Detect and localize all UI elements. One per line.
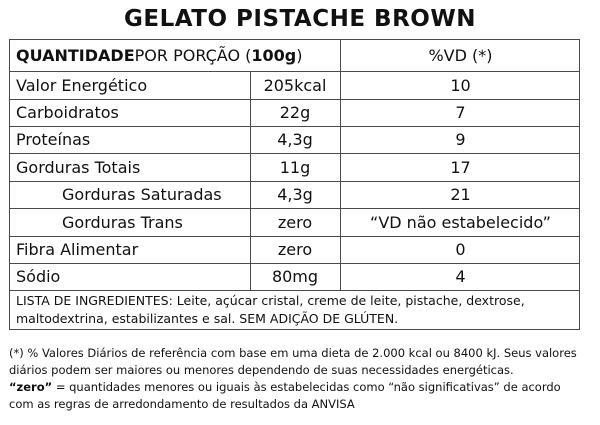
portion-size: 100g <box>251 46 297 65</box>
table-divider <box>10 126 579 127</box>
nutrient-vd: 7 <box>455 103 466 122</box>
table-row <box>10 208 579 236</box>
table-row <box>10 263 579 290</box>
nutrient-vd: 17 <box>450 157 471 177</box>
table-divider <box>10 263 579 264</box>
table-divider <box>10 99 579 100</box>
table-header-row <box>10 40 579 71</box>
nutrient-name: Valor Energético <box>16 75 148 95</box>
table-row <box>10 181 579 208</box>
vd-header: %VD (*) <box>428 46 493 65</box>
footnotes <box>9 345 584 413</box>
nutrient-name: Carboidratos <box>16 103 119 122</box>
nutrient-amount: 4,3g <box>277 130 313 149</box>
ingredients-list: LISTA DE INGREDIENTES: Leite, açúcar cristal, creme de leite, pistache, dextrose, maltodextrina, estabilizantes e sal. SEM ADIÇÃO DE GLÚTEN. <box>16 293 525 326</box>
nutrient-amount: 4,3g <box>277 185 313 204</box>
nutrient-name: Gorduras Trans <box>62 212 183 232</box>
nutrient-name: Fibra Alimentar <box>16 240 139 259</box>
table-divider <box>10 208 579 209</box>
product-title: GELATO PISTACHE BROWN <box>124 6 476 32</box>
nutrient-vd: “VD não estabelecido” <box>370 212 551 232</box>
table-row <box>10 99 579 126</box>
nutrient-amount: zero <box>277 212 313 232</box>
table-row <box>10 71 579 99</box>
table-divider <box>10 290 579 291</box>
nutrient-name: Gorduras Saturadas <box>62 185 222 204</box>
table-divider <box>10 181 579 182</box>
table-divider <box>10 153 579 154</box>
nutrient-vd: 4 <box>455 267 466 286</box>
nutrient-vd: 21 <box>450 185 471 204</box>
nutrient-amount: 11g <box>279 157 311 177</box>
nutrient-vd: 0 <box>455 240 466 259</box>
portion-text-2: ) <box>296 46 303 65</box>
portion-text-1: POR PORÇÃO ( <box>134 46 252 65</box>
footnote-vd: (*) % Valores Diários de referência com base em uma dieta de 2.000 kcal ou 8400 kJ. Seus valores diários podem ser maiores ou menores dependendo de suas necessidades energéticas. <box>9 346 577 377</box>
nutrient-name: Gorduras Totais <box>16 157 141 177</box>
nutrient-amount: 205kcal <box>263 75 327 95</box>
table-divider <box>10 236 579 237</box>
nutrient-vd: 10 <box>450 75 471 95</box>
table-row <box>10 236 579 263</box>
nutrient-amount: 22g <box>279 103 311 122</box>
table-row <box>10 126 579 153</box>
table-divider <box>10 71 579 72</box>
nutrient-name: Proteínas <box>16 130 91 149</box>
nutrient-name: Sódio <box>16 267 61 286</box>
column-divider <box>340 40 341 290</box>
zero-definition: = quantidades menores ou iguais às estabelecidas como “não significativas” de acordo com as regras de arredondamento de resultados da ANVISA <box>9 380 561 411</box>
table-row <box>10 153 579 181</box>
zero-term: “zero” <box>9 380 53 394</box>
nutrient-vd: 9 <box>455 130 466 149</box>
quantity-label: QUANTIDADE <box>16 46 135 65</box>
column-divider <box>250 71 251 290</box>
nutrient-amount: 80mg <box>271 267 319 286</box>
portion-header <box>10 40 340 71</box>
footnote-zero <box>9 379 584 413</box>
nutrition-table <box>9 39 580 330</box>
nutrient-amount: zero <box>277 240 313 259</box>
